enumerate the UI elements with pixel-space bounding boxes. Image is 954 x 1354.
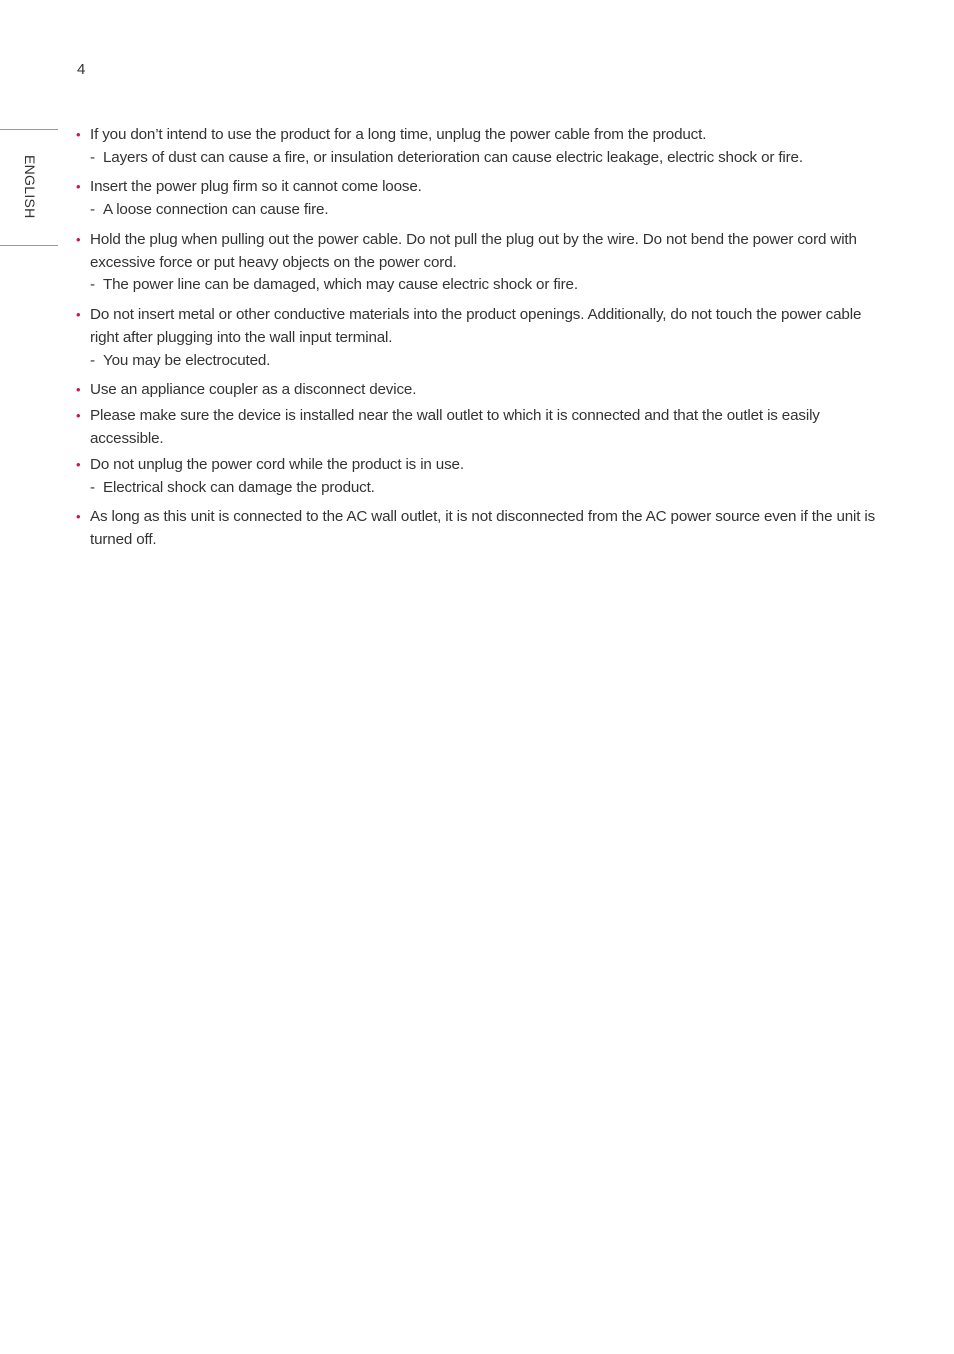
list-item (76, 124, 886, 170)
language-side-tab (0, 129, 58, 247)
side-tab-label: ENGLISH (22, 155, 38, 219)
bullet-icon: • (76, 127, 81, 142)
item-text: If you don’t intend to use the product for a long time, unplug the power cable from the product. (90, 126, 707, 143)
side-tab-bottom-rule (0, 245, 58, 246)
side-tab-top-rule (0, 129, 58, 130)
page-number: 4 (77, 61, 86, 78)
item-text: Use an appliance coupler as a disconnect device. (90, 381, 417, 399)
bullet-icon: • (76, 179, 81, 195)
dash-marker: - (90, 201, 95, 219)
dash-marker: - (90, 276, 95, 294)
bullet-icon: • (76, 408, 81, 424)
sub-item (90, 147, 886, 170)
sub-item-text: The power line can be damaged, which may cause electric shock or fire. (103, 276, 578, 294)
safety-precautions-list (76, 124, 886, 559)
bullet-icon: • (76, 231, 81, 247)
item-text: As long as this unit is connected to the AC wall outlet, it is not disconnected from the AC power source even if the unit is turned off. (90, 508, 876, 549)
sub-item-text: You may be electrocuted. (103, 351, 271, 369)
item-text: Insert the power plug firm so it cannot come loose. (90, 178, 422, 196)
list-item (76, 379, 886, 402)
list-item (76, 454, 886, 500)
bullet-icon: • (76, 456, 81, 472)
list-item (76, 304, 886, 372)
item-text: Do not unplug the power cord while the product is in use. (90, 455, 464, 473)
list-item (76, 176, 886, 222)
sub-item (90, 199, 886, 222)
list-item (76, 229, 886, 297)
sub-item (90, 477, 886, 500)
sub-item-text: Electrical shock can damage the product. (103, 478, 375, 496)
dash-marker: - (90, 478, 95, 496)
dash-marker: - (90, 148, 95, 166)
list-item (76, 405, 886, 451)
sub-item (90, 350, 886, 373)
sub-item-text: A loose connection can cause fire. (103, 201, 329, 219)
item-text: Please make sure the device is installed near the wall outlet to which it is connected and that the outlet is easily accessible. (90, 407, 820, 447)
sub-item (90, 274, 886, 297)
item-text: Do not insert metal or other conductive materials into the product openings. Additionally, do not touch the power cable right after plugging into the wall input terminal. (90, 305, 862, 346)
dash-marker: - (90, 351, 95, 369)
item-text: Hold the plug when pulling out the power cable. Do not pull the plug out by the wire. Do not bend the power cord with excessive force or put heavy objects on the power cord. (90, 230, 857, 271)
sub-item-text: Layers of dust can cause a fire, or insulation deterioration can cause electric leakage, electric shock or fire. (103, 148, 803, 166)
bullet-icon: • (76, 382, 81, 398)
bullet-icon: • (76, 509, 81, 525)
bullet-icon: • (76, 306, 81, 322)
list-item (76, 506, 886, 552)
